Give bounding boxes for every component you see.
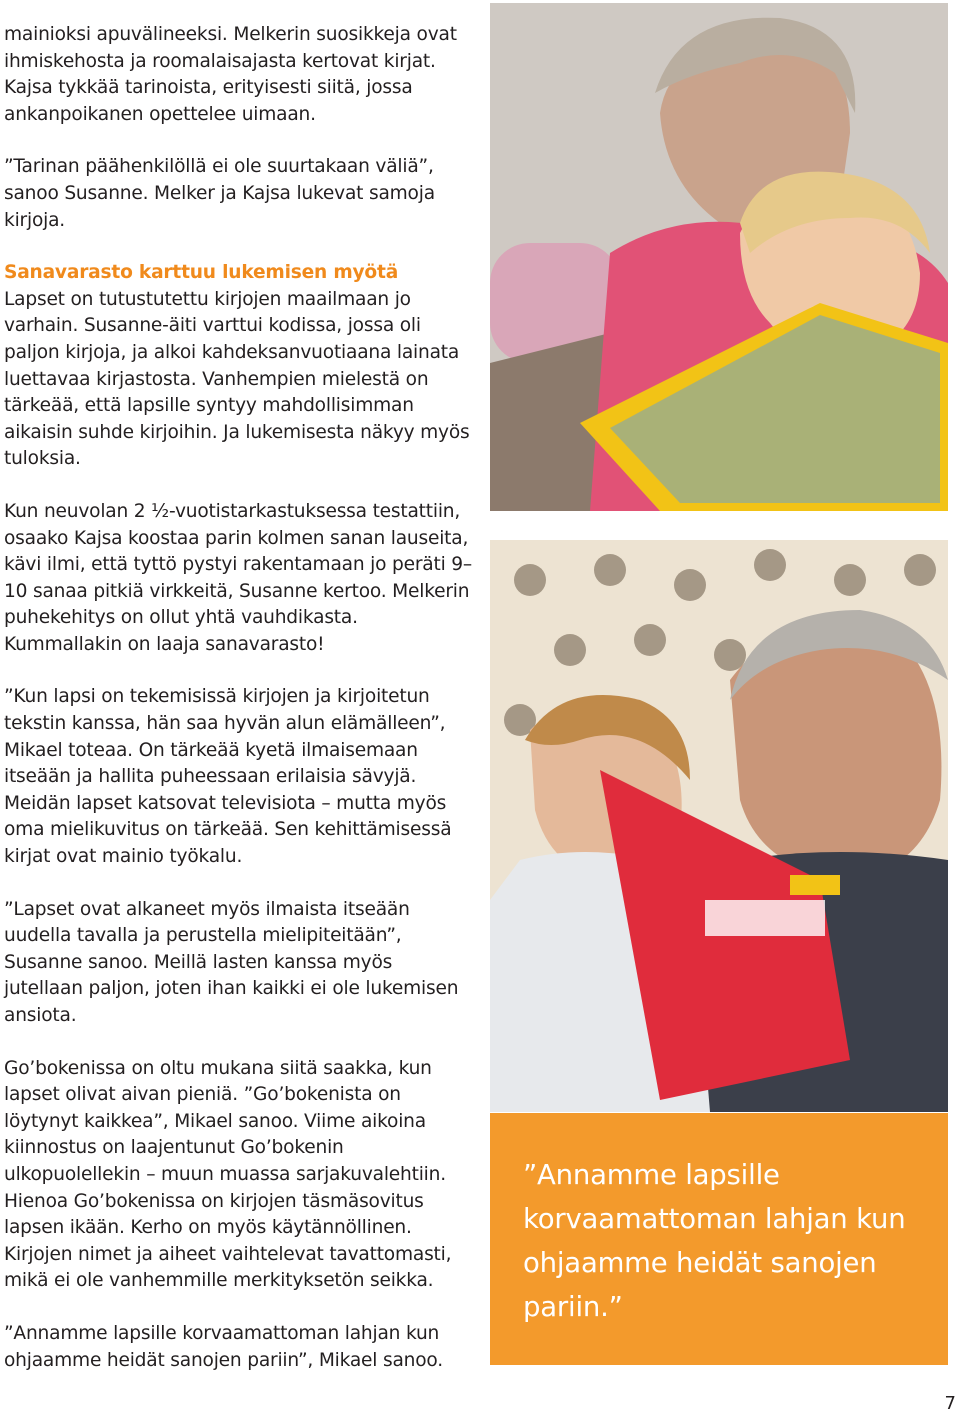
paragraph-clinic-test: Kun neuvolan 2 ½-vuotistarkastuksessa testattiin, osaako Kajsa koostaa parin kolmen sanan lauseita, kävi ilmi, että tyttö pystyi rakentamaan jo peräti 9–10 sanaa pitkiä virkkeitä, Susanne kertoo. Melkerin puhekehitys on ollut yhtä vauhdikasta. Kummallakin on laaja sanavarasto! (4, 500, 472, 655)
page-number: 7 (944, 1393, 956, 1414)
paragraph-quote-susanne: ”Tarinan päähenkilöllä ei ole suurtakaan väliä”, sanoo Susanne. Melker ja Kajsa lukevat samoja kirjoja. (4, 156, 435, 231)
photo-father-son-illustration (490, 540, 948, 1112)
photo-father-son-reading (490, 540, 948, 1112)
pull-quote-text: ”Annamme lapsille korvaamattoman lahjan kun ohjaamme heidät sanojen pariin.” (523, 1159, 906, 1323)
paragraph-intro: mainioksi apuvälineeksi. Melkerin suosikkeja ovat ihmiskehosta ja roomalaisajasta kertovat kirjat. Kajsa tykkää tarinoista, erityisesti siitä, jossa ankanpoikanen opettelee uimaan. (4, 24, 457, 125)
paragraph-expression: ”Lapset ovat alkaneet myös ilmaista itseään uudella tavalla ja perustella mielipiteitään”, Susanne sanoo. Meillä lasten kanssa myös jutellaan paljon, joten ihan kaikki ei ole lukemisen ansiota. (4, 898, 459, 1026)
paragraph-quote-mikael: ”Kun lapsi on tekemisissä kirjojen ja kirjoitetun tekstin kanssa, hän saa hyvän alun elämälleen”, Mikael toteaa. On tärkeää kyetä ilmaisemaan itseään ja hallita puheessaan erilaisia sävyjä. Meidän lapset katsovat televisiota – mutta myös oma mielikuvitus on tärkeää. Sen kehittämisessä kirjat ovat mainio työkalu. (4, 686, 452, 868)
paragraph-early-reading: Lapset on tutustutettu kirjojen maailmaan jo varhain. Susanne-äiti varttui kodissa, jossa oli paljon kirjoja, ja alkoi kahdeksanvuotiaana lainata luettavaa kirjastosta. Vanhempien mielestä on tärkeää, että lapsille syntyy mahdollisimman aikaisin suhde kirjoihin. Ja lukemisesta näkyy myös tuloksia. (4, 288, 470, 470)
section-subheading: Sanavarasto karttuu lukemisen myötä (4, 262, 399, 284)
photo-mother-daughter-reading (490, 3, 948, 511)
pull-quote-box (490, 1113, 948, 1365)
photo-mother-daughter-illustration (490, 3, 948, 511)
paragraph-closing-quote: ”Annamme lapsille korvaamattoman lahjan kun ohjaamme heidät sanojen pariin”, Mikael sanoo. (4, 1322, 443, 1371)
article-column (4, 22, 474, 1374)
paragraph-gobokenin: Go’bokenissa on oltu mukana siitä saakka, kun lapset olivat aivan pieniä. ”Go’bokenista on löytynyt kaikkea”, Mikael sanoo. Viime aikoina kiinnostus on laajentunut Go’bokenin ulkopuolellekin – muun muassa sarjakuvalehtiin. Hienoa Go’bokenissa on kirjojen täsmäsovitus lapsen ikään. Kerho on myös käytännöllinen. Kirjojen nimet ja aiheet vaihtelevat tavattomasti, mikä ei ole vanhemmille merkityksetön seikka. (4, 1057, 452, 1292)
